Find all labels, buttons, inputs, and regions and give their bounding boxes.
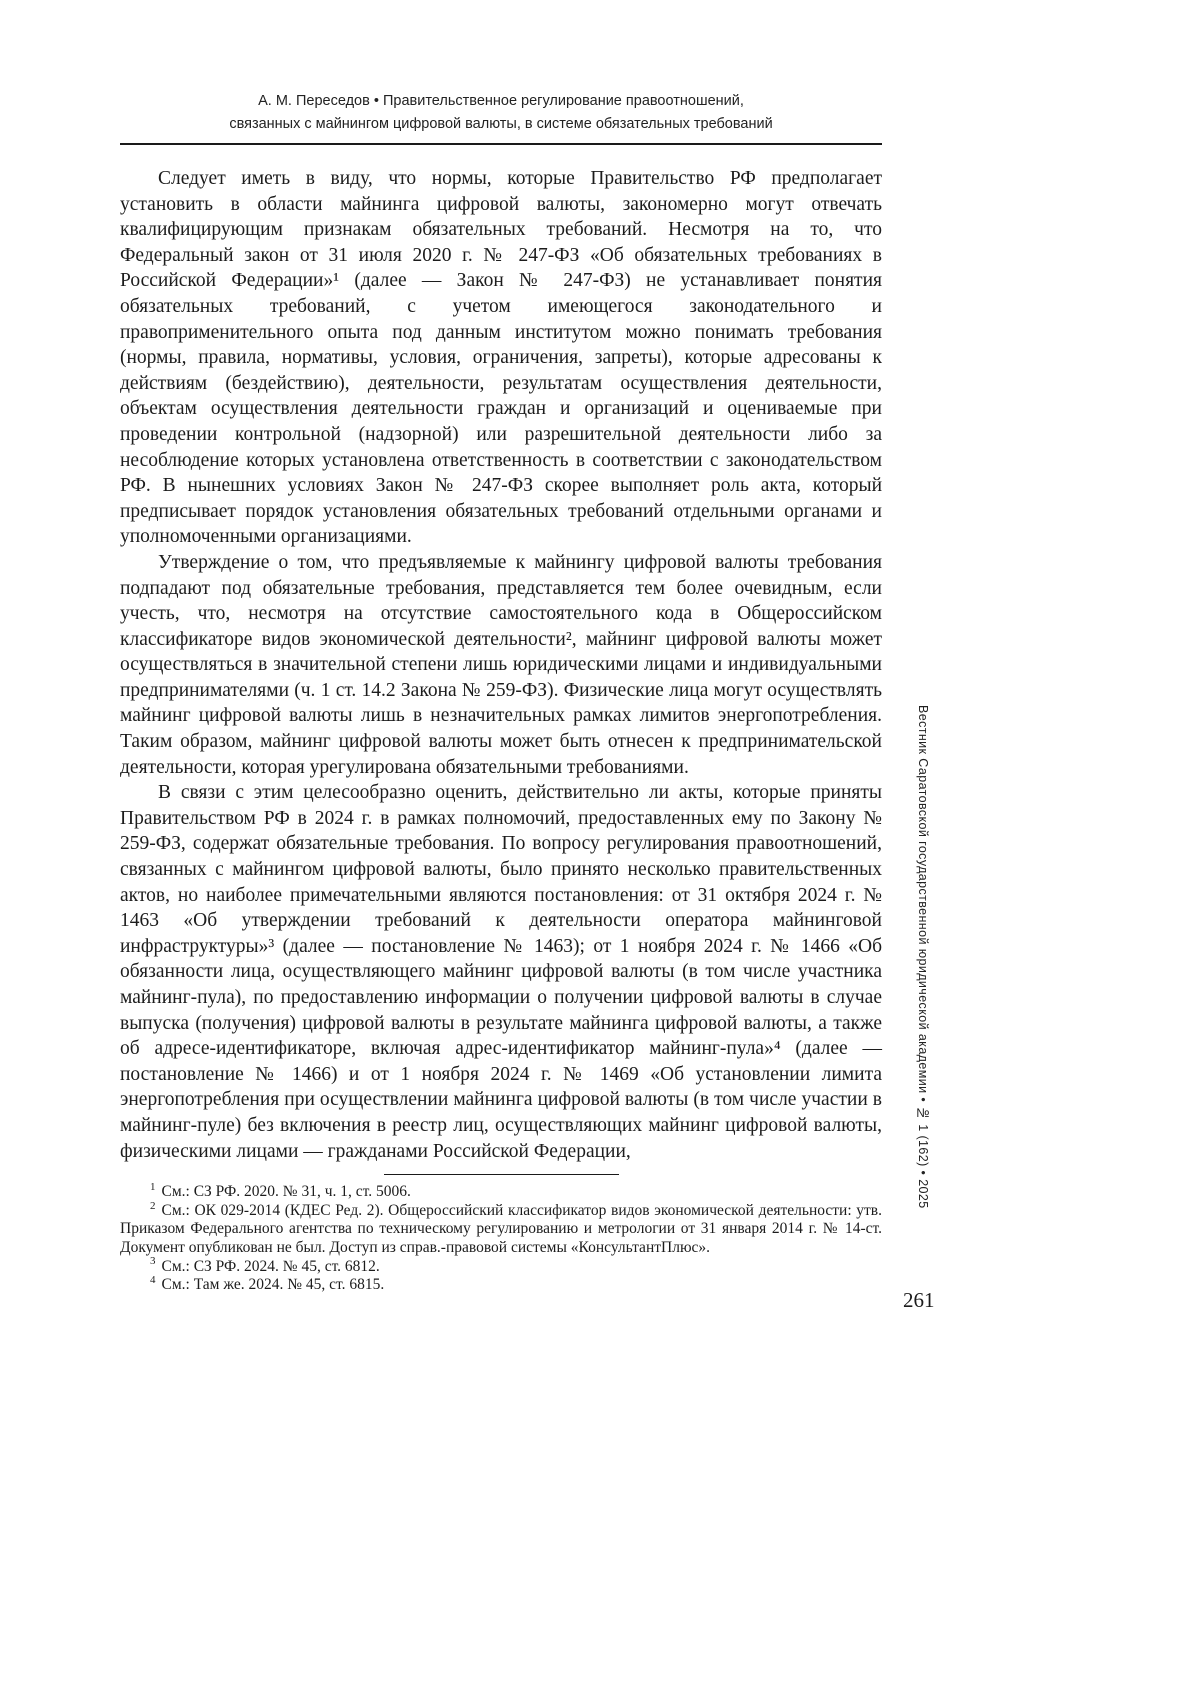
- footnote-item: [120, 1199, 882, 1258]
- paragraph: Следует иметь в виду, что нормы, которые Правительство РФ предполагает установить в области майнинга цифровой валюты, закономерно могут отвечать квалифицирующим признакам обязательных требований. Несмотря на то, что Федеральный закон от 31 июля 2020 г. № 247-ФЗ «Об обязательных требованиях в Российской Федерации»¹ (далее — Закон № 247-ФЗ) не устанавливает понятия обязательных требований, с учетом имеющегося законодательного и правоприменительного опыта под данным институтом можно понимать требования (нормы, правила, нормативы, условия, ограничения, запреты), которые адресованы к действиям (бездействию), деятельности, результатам осуществления деятельности, объектам осуществления деятельности граждан и организаций и оцениваемые при проведении контрольной (надзорной) или разрешительной деятельности либо за несоблюдение которых установлена ответственность в соответствии с законодательством РФ. В нынешних условиях Закон № 247-ФЗ скорее выполняет роль акта, который предписывает порядок установления обязательных требований отдельными органами и уполномоченными организациями.: [120, 168, 882, 548]
- footnote-item: [120, 1255, 882, 1277]
- footnote-marker: 3: [150, 1255, 156, 1268]
- running-head-line2: связанных с майнингом цифровой валюты, в системе обязательных требований: [229, 116, 773, 132]
- footnote-rule: [384, 1174, 619, 1175]
- footnote-text: См.: СЗ РФ. 2024. № 45, ст. 6812.: [161, 1257, 380, 1275]
- footnote-item: [120, 1183, 882, 1202]
- article-body: [120, 166, 882, 1164]
- paragraph: В связи с этим целесообразно оценить, действительно ли акты, которые приняты Правительством РФ в 2024 г. в рамках полномочий, предоставленных ему по Закону № 259-ФЗ, содержат обязательные требования. По вопросу регулирования правоотношений, связанных с майнингом цифровой валюты, было принято несколько правительственных актов, но наиболее примечательными являются постановления: от 31 октября 2024 г. № 1463 «Об утверждении требований к деятельности оператора майнинговой инфраструктуры»³ (далее — постановление № 1463); от 1 ноября 2024 г. № 1466 «Об обязанности лица, осуществляющего майнинг цифровой валюты (в том числе участника майнинг-пула), по предоставлению информации о получении цифровой валюты в случае выпуска (получения) цифровой валюты в результате майнинга цифровой валюты, а также об адресе-идентификаторе, включая адрес-идентификатор майнинг-пула»⁴ (далее — постановление № 1466) и от 1 ноября 2024 г. № 1469 «Об установлении лимита энергопотребления при осуществлении майнинга цифровой валюты (в том числе участии в майнинг-пуле) без включения в реестр лиц, осуществляющих майнинг цифровой валюты, физическими лицами — гражданами Российской Федерации,: [120, 782, 882, 1162]
- running-head-line1: А. М. Переседов • Правительственное регулирование правоотношений,: [258, 93, 744, 109]
- footnote-text: См.: СЗ РФ. 2020. № 31, ч. 1, ст. 5006.: [161, 1183, 411, 1201]
- footnote-text: См.: ОК 029-2014 (КДЕС Ред. 2). Общероссийский классификатор видов экономической деятельности: утв. Приказом Федерального агентства по техническому регулированию и метрологии от 31 января 2014 г. № 14-ст. Документ опубликован не был. Доступ из справ.-правовой системы «КонсультантПлюс».: [120, 1201, 882, 1256]
- journal-spine-title: Вестник Саратовской государственной юридической академии • № 1 (162) • 2025: [916, 705, 930, 1209]
- footnote-item: [120, 1273, 882, 1295]
- footnotes: [120, 1183, 882, 1295]
- text-column: [120, 90, 882, 1295]
- paragraph: Утверждение о том, что предъявляемые к майнингу цифровой валюты требования подпадают под обязательные требования, представляется тем более очевидным, если учесть, что, несмотря на отсутствие самостоятельного кода в Общероссийском классификаторе видов экономической деятельности², майнинг цифровой валюты может осуществляться в значительной степени лишь юридическими лицами и индивидуальными предпринимателями (ч. 1 ст. 14.2 Закона № 259-ФЗ). Физические лица могут осуществлять майнинг цифровой валюты лишь в незначительных рамках лимитов энергопотребления. Таким образом, майнинг цифровой валюты может быть отнесен к предпринимательской деятельности, которая урегулирована обязательными требованиями.: [120, 551, 882, 778]
- footnote-marker: 2: [150, 1199, 156, 1212]
- footnote-marker: 1: [150, 1181, 156, 1193]
- footnote-marker: 4: [150, 1273, 156, 1286]
- header-rule: [120, 143, 882, 145]
- running-head: [120, 90, 882, 136]
- footnote-text: См.: Там же. 2024. № 45, ст. 6815.: [161, 1276, 385, 1294]
- page-number: 261: [903, 1288, 935, 1312]
